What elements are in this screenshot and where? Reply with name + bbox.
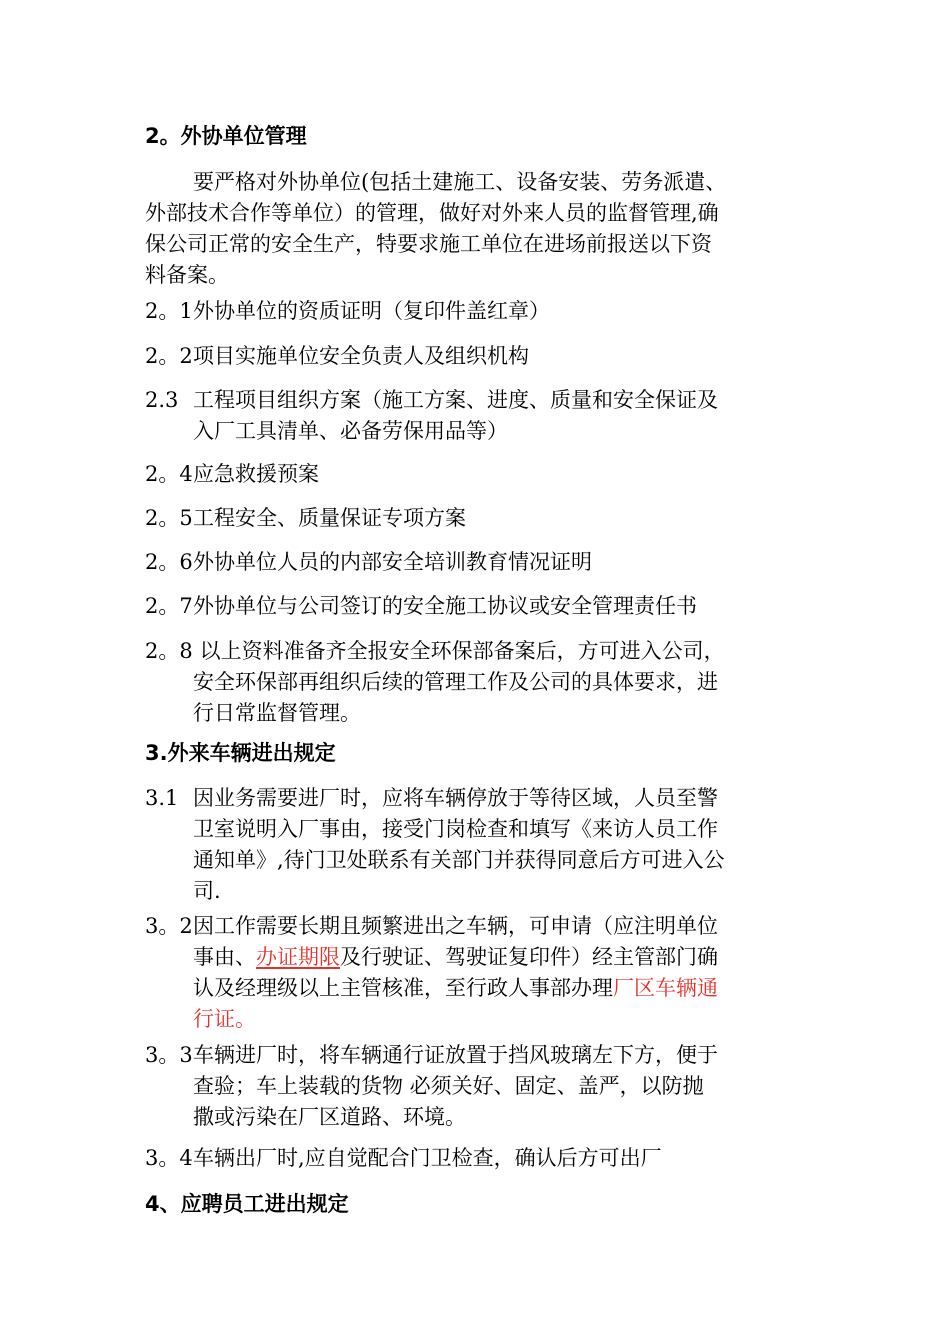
vehicle-pass-highlight-cont: 行证。 [193, 1007, 256, 1031]
item-text-cont: 认及经理级以上主管核准，至行政人事部办理厂区车辆通 [193, 976, 718, 1000]
list-item-2-8 [145, 636, 725, 729]
intro-line-2: 外部技术合作等单位）的管理，做好对外来人员的监督管理,确 [145, 201, 719, 225]
item-text: 因业务需要进厂时，应将车辆停放于等待区域，人员至警 [193, 786, 718, 810]
intro-line-1: 要严格对外协单位(包括土建施工、设备安装、劳务派遣、 [193, 170, 727, 194]
item-text: 项目实施单位安全负责人及组织机构 [193, 344, 529, 368]
item-text-cont: 查验；车上装载的货物 必须关好、固定、盖严，以防抛 [193, 1074, 704, 1098]
item-number: 2。4 [145, 462, 193, 486]
list-item-2-2 [145, 341, 529, 372]
item-text: 外协单位与公司签订的安全施工协议或安全管理责任书 [193, 594, 697, 618]
item-text: 外协单位人员的内部安全培训教育情况证明 [193, 550, 592, 574]
item-number: 2。6 [145, 550, 193, 574]
item-text-cont: 安全环保部再组织后续的管理工作及公司的具体要求，进 [193, 670, 718, 694]
item-number: 2。8 [145, 639, 193, 663]
item-text: 外协单位的资质证明（复印件盖红章） [193, 299, 550, 323]
item-text: 工程安全、质量保证专项方案 [193, 506, 466, 530]
item-number: 3.1 [145, 786, 179, 810]
section-2-heading: 2。外协单位管理 [145, 124, 307, 148]
item-text: 应急救援预案 [193, 462, 319, 486]
item-number: 2。5 [145, 506, 193, 530]
item-text-cont: 通知单》,待门卫处联系有关部门并获得同意后方可进入公 [193, 848, 725, 872]
item-text-cont: 撒或污染在厂区道路、环境。 [193, 1105, 466, 1129]
item-text-cont: 行日常监督管理。 [193, 701, 361, 725]
item-text-cont: 事由、办证期限及行驶证、驾驶证复印件）经主管部门确 [193, 945, 718, 969]
list-item-3-4 [145, 1143, 662, 1174]
item-text: 车辆进厂时，将车辆通行证放置于挡风玻璃左下方，便于 [193, 1043, 718, 1067]
intro-line-4: 料备案。 [145, 263, 229, 287]
intro-line-3: 保公司正常的安全生产，特要求施工单位在进场前报送以下资 [145, 232, 712, 256]
item-text-cont: 卫室说明入厂事由，接受门岗检查和填写《来访人员工作 [193, 817, 718, 841]
item-text-cont: 入厂工具清单、必备劳保用品等） [193, 419, 508, 443]
item-number: 3。3 [145, 1043, 193, 1067]
item-number: 2。7 [145, 594, 193, 618]
list-item-2-5 [145, 503, 466, 534]
list-item-2-3 [145, 385, 718, 447]
item-number: 2.3 [145, 388, 179, 412]
item-number: 2。2 [145, 344, 193, 368]
section-2-intro [145, 167, 810, 291]
list-item-2-6 [145, 547, 592, 578]
item-number: 3。4 [145, 1146, 193, 1170]
vehicle-pass-highlight: 厂区车辆通 [613, 976, 718, 1000]
item-text-cont: 司. [193, 879, 221, 903]
list-item-3-1 [145, 783, 725, 907]
section-4-heading: 4、应聘员工进出规定 [145, 1192, 349, 1216]
list-item-2-1 [145, 296, 550, 327]
item-number: 3。2 [145, 914, 193, 938]
item-text: 因工作需要长期且频繁进出之车辆，可申请（应注明单位 [193, 914, 718, 938]
list-item-3-2 [145, 911, 718, 1035]
item-text: 以上资料准备齐全报安全环保部备案后，方可进入公司， [193, 639, 725, 663]
item-number: 2。1 [145, 299, 193, 323]
item-text: 工程项目组织方案（施工方案、进度、质量和安全保证及 [193, 388, 718, 412]
permit-period-link[interactable]: 办证期限 [256, 945, 340, 969]
list-item-2-7 [145, 591, 697, 622]
list-item-3-3 [145, 1040, 718, 1133]
list-item-2-4 [145, 459, 319, 490]
item-text: 车辆出厂时,应自觉配合门卫检查，确认后方可出厂 [193, 1146, 662, 1170]
section-3-heading: 3.外来车辆进出规定 [145, 741, 336, 765]
